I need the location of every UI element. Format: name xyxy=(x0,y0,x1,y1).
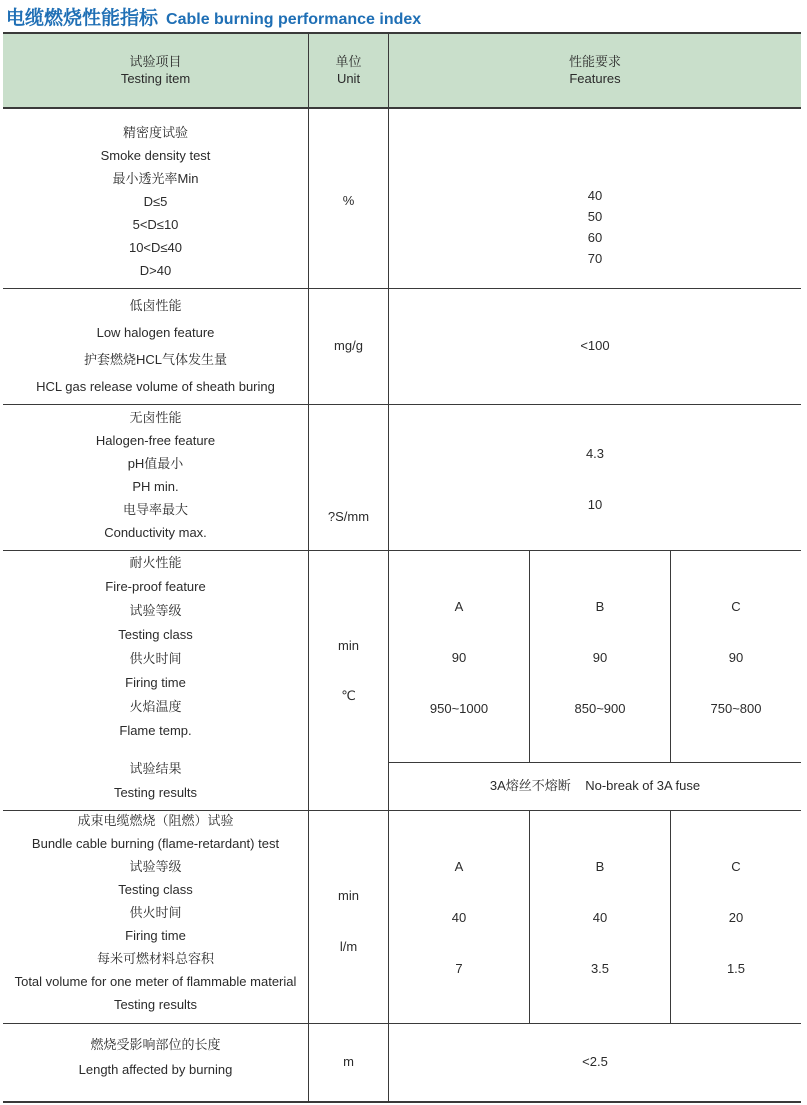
smoke-density-item: 精密度试验 Smoke density test 最小透光率Min D≤5 5<D≤10 10<D≤40 D>40 xyxy=(100,125,211,278)
bundle-class-c: C 20 1.5 xyxy=(726,859,746,976)
fire-proof-results-label: 试验结果 Testing results xyxy=(113,761,198,800)
header-testing-item: 试验项目 Testing item xyxy=(120,54,191,86)
halogen-free-item: 无卤性能 Halogen-free feature pH值最小 PH min. 电导率最大 Conductivity max. xyxy=(95,410,216,540)
halogen-free-conductivity: 10 xyxy=(587,497,603,512)
row-divider xyxy=(3,550,801,551)
length-affected-feature: <2.5 xyxy=(582,1054,608,1070)
smoke-density-unit: % xyxy=(342,193,355,208)
page-title xyxy=(6,3,421,31)
fire-proof-item: 耐火性能 Fire-proof feature 试验等级 Testing class 供火时间 Firing time 火焰温度 Flame temp. xyxy=(105,555,206,738)
bundle-class-a: A 40 7 xyxy=(451,859,467,976)
header-unit: 单位 Unit xyxy=(335,54,362,86)
smoke-density-features: 40 50 60 70 xyxy=(587,188,603,266)
fire-proof-result: 3A熔丝不熔断 No-break of 3A fuse xyxy=(489,778,701,794)
low-halogen-item: 低卤性能 Low halogen feature 护套燃烧HCL气体发生量 HCL gas release volume of sheath buring xyxy=(36,298,275,394)
bundle-burning-item: 成束电缆燃烧（阻燃）试验 Bundle cable burning (flame-retardant) test 试验等级 Testing class 供火时间 Firing time 每米可燃材料总容积 Total volume for one meter of flammable material Testing results xyxy=(14,813,297,1012)
fire-proof-class-c: C 90 750~800 xyxy=(710,599,762,716)
fire-proof-class-a: A 90 950~1000 xyxy=(429,599,489,716)
fire-proof-unit-min: min xyxy=(338,638,359,653)
title-chinese: 电缆燃烧性能指标 xyxy=(6,7,159,29)
row-divider xyxy=(3,107,801,109)
row-divider xyxy=(3,810,801,811)
title-english: Cable burning performance index xyxy=(166,11,422,28)
fire-proof-unit-temp: ℃ xyxy=(341,688,356,703)
bundle-unit-min: min xyxy=(338,888,359,903)
bundle-unit-volume: l/m xyxy=(339,939,358,954)
halogen-free-ph: 4.3 xyxy=(585,446,605,461)
halogen-free-unit: ?S/mm xyxy=(327,509,370,524)
low-halogen-unit: mg/g xyxy=(334,338,363,354)
header-features: 性能要求 Features xyxy=(568,54,621,86)
bundle-class-b: B 40 3.5 xyxy=(590,859,610,976)
length-affected-unit: m xyxy=(343,1054,354,1070)
low-halogen-feature: <100 xyxy=(580,338,610,354)
length-affected-item: 燃烧受影响部位的长度 Length affected by burning xyxy=(78,1037,233,1077)
performance-table xyxy=(3,32,801,1103)
fire-proof-class-b: B 90 850~900 xyxy=(574,599,626,716)
